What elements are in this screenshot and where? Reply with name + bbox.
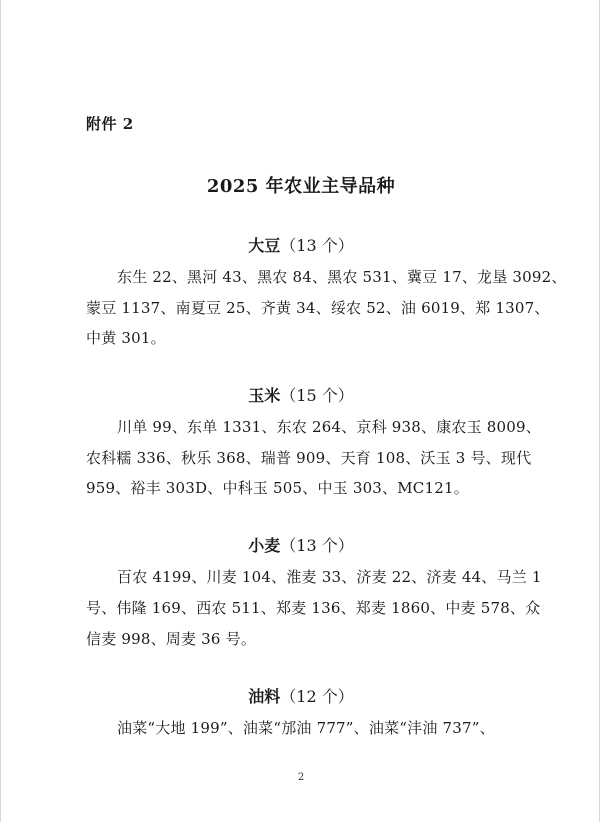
section-heading-wheat — [1, 533, 600, 556]
section-line: 油菜“大地 199”、油菜“邡油 777”、油菜“沣油 737”、 — [117, 719, 495, 737]
section-name: 玉米 — [248, 386, 281, 405]
section-line: 农科糯 336、秋乐 368、瑞普 909、天育 108、沃玉 3 号、现代 — [86, 449, 532, 467]
attachment-label: 附件 2 — [86, 115, 134, 133]
section-line: 川单 99、东单 1331、东农 264、京科 938、康农玉 8009、 — [117, 418, 541, 436]
section-count: （13 个） — [280, 536, 354, 555]
page-number: 2 — [297, 772, 305, 783]
section-line: 百农 4199、川麦 104、淮麦 33、济麦 22、济麦 44、马兰 1 — [117, 568, 542, 586]
section-count: （13 个） — [280, 236, 354, 255]
section-count: （12 个） — [280, 687, 354, 706]
section-line: 959、裕丰 303D、中科玉 505、中玉 303、MC121。 — [86, 479, 469, 497]
section-heading-oilseed — [1, 684, 600, 707]
section-heading-corn — [1, 383, 600, 406]
section-name: 小麦 — [248, 536, 281, 555]
section-line: 东生 22、黑河 43、黑农 84、黑农 531、冀豆 17、龙垦 3092、 — [117, 268, 567, 286]
document-title: 2025 年农业主导品种 — [206, 176, 396, 197]
section-line: 中黄 301。 — [86, 329, 166, 347]
section-name: 大豆 — [248, 236, 281, 255]
section-count: （15 个） — [280, 386, 354, 405]
section-line: 蒙豆 1137、南夏豆 25、齐黄 34、绥农 52、油 6019、郑 1307、 — [86, 299, 550, 317]
section-name: 油料 — [248, 687, 281, 706]
section-line: 信麦 998、周麦 36 号。 — [86, 630, 257, 648]
section-heading-soybean — [1, 233, 600, 256]
section-line: 号、伟隆 169、西农 511、郑麦 136、郑麦 1860、中麦 578、众 — [86, 599, 541, 617]
